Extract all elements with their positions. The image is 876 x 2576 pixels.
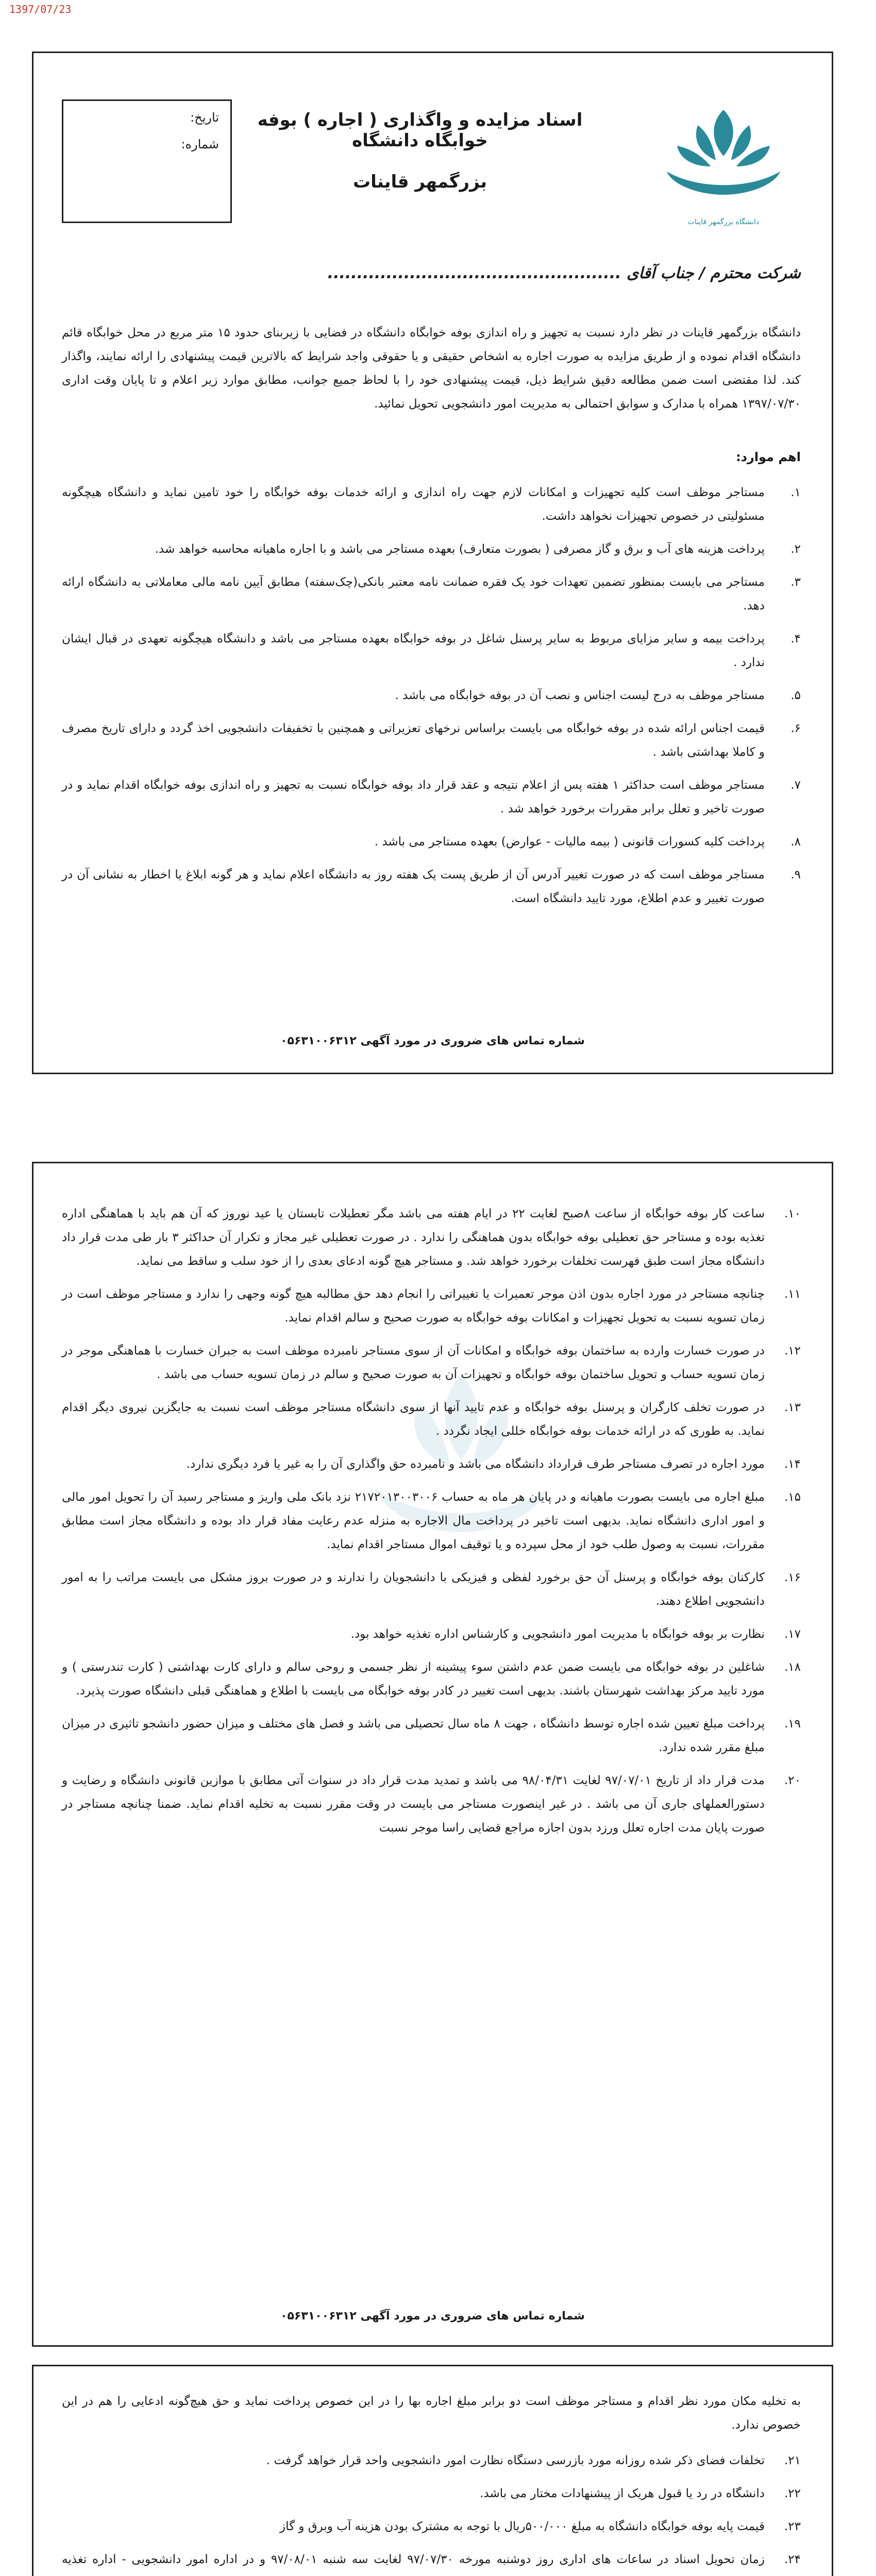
date-number-box [62,99,232,223]
page-title [240,110,600,192]
title-line-1: اسناد مزایده و واگذاری ( اجاره ) بوفه خوابگاه دانشگاه [257,110,583,151]
list-item: ۵. مستاجر موظف به درج لیست اجناس و نصب آن در بوفه خوابگاه می باشد . [395,689,801,702]
list-item: ۱۱. چنانچه مستاجر در مورد اجاره بدون اذن موجر تعمیرات یا تغییراتی را انجام دهد حق مطالبه هیچ گونه وجهی را ندارد و مستاجر موظف است در زمان تسویه نسبت به تحویل تجهیزات و امکانات بوفه خوابگاه به صورت صحیح و سالم اقدام نماید. [62,1287,801,1325]
list-item: ۱۹. پرداخت مبلغ تعیین شده اجاره توسط دانشگاه ، جهت ۸ ماه سال تحصیلی می باشد و فصل های مختلف و میزان حضور دانشجو تاثیری در میزان مبلغ مقرر شده ندارد. [62,1717,801,1754]
list-item: ۲۱. تخلفات فضای ذکر شده روزانه مورد بازرسی دستگاه نظارت امور دانشجویی واحد قرار خواهد گرفت . [266,2454,801,2467]
date-stamp: 1397/07/23 [9,3,72,15]
list-item: ۹. مستاجر موظف است که در صورت تغییر آدرس آن از طریق پست یک هفته روز به دانشگاه اعلام نماید و هر گونه ابلاغ یا اخطار به نشانی آن در صورت تغییر و عدم اطلاع، مورد تایید دانشگاه است. [62,868,801,905]
list-item: ۱۵. مبلغ اجاره می بایست بصورت ماهیانه و در پایان هر ماه به حساب ۲۱۷۲۰۱۳۰۰۳۰۰۶ نزد بانک ملی واریز و مستاجر رسید آن را تحویل امور مالی و امور اداری دانشگاه نماید. بدیهی است تاخیر در پرداخت مال الاجاره به منزله عدم رعایت مفاد قرار داد بوده و دانشگاه مجاز است مطابق مقررات، نسبت به وصول طلب خود از محل سپرده و یا توقیف اموال مستاجر اقدام نماید. [62,1490,801,1551]
list-item: ۱۶. کارکنان بوفه خوابگاه و پرسنل آن حق برخورد لفظی و فیزیکی با دانشجویان را ندارند و در صورت بروز مشکل می بایست مراتب را به امور دانشجویی اطلاع دهند. [62,1571,801,1608]
title-line-2: بزرگمهر قاینات [352,172,487,192]
items-list-page2 [62,1202,801,1849]
page-3 [32,2365,833,2576]
list-item: ۱۷. نظارت بر بوفه خوابگاه با مدیریت امور دانشجویی و کارشناس اداره تغذیه خواهد بود. [350,1628,801,1641]
phone-note: شماره تماس های ضروری در مورد آگهی ۰۵۶۳۱۰۰۶۳۱۲ [280,1035,585,1047]
intro-paragraph: دانشگاه بزرگمهر قاینات در نظر دارد نسبت به تجهیز و راه اندازی بوفه خوابگاه دانشگاه در فضایی با زیربنای حدود ۱۵ متر مربع در محل خوابگاه قائم دانشگاه اقدام نموده و از طریق مزایده به صورت اجاره به اشخاص حقیقی و یا حقوقی واجد شرایط که بالاترین قیمت پیشنهادی را ارائه نمایند، واگذار کند. لذا مقتضی است ضمن مطالعه دقیق شرایط ذیل، قیمت پیشنهادی خود را با لحاظ جمیع جوانب، مطابق موارد زیر اعلام و تا پایان وقت اداری ۱۳۹۷/۰۷/۳۰ همراه با مدارک و سوابق احتمالی به مدیریت امور دانشجویی تحویل نمائید. [62,326,801,411]
page-1 [32,52,833,1074]
list-item: ۷. مستاجر موظف است حداکثر ۱ هفته پس از اعلام نتیجه و عقد قرار داد بوفه خوابگاه نسبت به تجهیز و راه اندازی بوفه خوابگاه اقدام نماید و در صورت تاخیر و تعلل برابر مقررات برخورد خواهد شد . [62,778,801,816]
list-item: ۲. پرداخت هزینه های آب و برق و گاز مصرفی ( بصورت متعارف) بعهده مستاجر می باشد و با اجاره ماهیانه محاسبه خواهد شد. [155,543,801,556]
list-item: ۶. قیمت اجناس ارائه شده در بوفه خوابگاه می بایست براساس نرخهای تعزیراتی و همچنین با تخفیفات دانشجویی اخذ گردد و دارای تاریخ مصرف و کاملا بهداشتی باشد . [62,722,801,759]
list-item: ۱۸. شاغلین در بوفه خوابگاه می بایست ضمن عدم داشتن سوء پیشینه از نظر جسمی و روحی سالم و دارای کارت بهداشتی ( کارت تندرستی ) و مورد تایید مرکز بهداشت شهرستان باشند. بدیهی است تغییر در کادر بوفه خوابگاه می بایست با اطلاع و هماهنگی قبلی دانشگاه صورت پذیرد. [62,1660,801,1698]
list-item: ۸. پرداخت کلیه کسورات قانونی ( بیمه مالیات - عوارض) بعهده مستاجر می باشد . [374,835,801,849]
list-item: ۱. مستاجر موظف است کلیه تجهیزات و امکانات لازم جهت راه اندازی و ارائه خدمات بوفه خوابگاه را خود تامین نماید و دانشگاه هیچگونه مسئولیتی در خصوص تجهیزات نخواهد داشت. [62,486,801,523]
recipient-line: شرکت محترم / جناب آقای .................................................. [327,264,801,282]
logo-caption: دانشگاه بزرگمهر قاینات [687,218,760,226]
page-2 [32,1162,833,2347]
number-label: شماره: [181,137,219,151]
list-item: ۱۰. ساعت کار بوفه خوابگاه از ساعت ۸صبح لغایت ۲۲ در ایام هفته می باشد مگر تعطیلات تابستان یا عید نوروز که آن هم باید با هماهنگی اداره تغذیه بوده و مستاجر حق تعطیلی بوفه خوابگاه بدون هماهنگی را ندارد . در صورت تعطیلی غیر مجاز و تکرار آن حداکثر ۳ بار طی مدت قرار داد دانشگاه مجاز است طبق فهرست تخلفات برخورد خواهد شد. و مستاجر هیچ گونه ادعای بعدی را از خود سلب و ساقط می نماید. [62,1207,801,1268]
date-label: تاریخ: [190,110,219,125]
list-item: ۲۳. قیمت پایه بوفه خوابگاه دانشگاه به مبلغ ۵۰۰/۰۰۰ریال با توجه به مشترک بودن هزینه آب وبرق و گاز [280,2520,801,2533]
items-list-page1 [62,481,801,920]
list-item: ۱۴. مورد اجاره در تصرف مستاجر طرف قرارداد دانشگاه می باشد و نامبرده حق واگذاری آن را به غیر یا فرد دیگری ندارد. [186,1458,801,1471]
list-item: ۳. مستاجر می بایست بمنظور تضمین تعهدات خود یک فقره ضمانت نامه معتبر بانکی(چک‌سفته) مطابق آیین نامه مالی معاملاتی به دانشگاه ارائه دهد. [62,575,801,613]
list-item: ۱۲. در صورت خسارت وارده به ساختمان بوفه خوابگاه و امکانات آن از سوی مستاجر نامبرده موظف است به جبران خسارت با هماهنگی موجر در زمان تسویه حساب و تحویل ساختمان بوفه خوابگاه و تجهیزات آن به صورت صحیح و سالم در زمان تسویه حساب می باشد . [62,1344,801,1381]
list-item: ۲۰. مدت قرار داد از تاریخ ۹۷/۰۷/۰۱ لغایت ۹۸/۰۴/۳۱ می باشد و تمدید مدت قرار داد در سنوات آتی مطابق با موازین قانونی دانشگاه و رضایت و دستورالعملهای جاری آن می باشد . در غیر اینصورت مستاجر می بایست در وقت مقرر نسبت به تخلیه اقدام نماید. ضمنا چنانچه مستاجر در صورت پایان مدت اجاره تعلل ورزد بدون اجازه مراجع قضایی راسا موجر نسبت [62,1774,801,1835]
university-logo-icon [646,99,801,218]
list-item: ۱۳. در صورت تخلف کارگران و پرسنل بوفه خوابگاه و عدم تایید آنها از سوی دانشگاه مستاجر موظف است نسبت به جایگزین نیروی دیگر اقدام نماید. به طوری که در ارائه خدمات بوفه خوابگاه خللی ایجاد نگردد . [62,1401,801,1438]
section-title: اهم موارد: [736,450,801,464]
continuation-paragraph: به تخلیه مکان مورد نظر اقدام و مستاجر موظف است دو برابر مبلغ اجاره بها را در این خصوص پرداخت نماید و حق هیچ‌گونه ادعایی را هم در این خصوص ندارد. [62,2395,801,2432]
items-list-page3 [62,2449,801,2576]
list-item: ۲۴. زمان تحویل اسناد در ساعات های اداری روز دوشنبه مورخه ۹۷/۰۷/۳۰ لغایت سه شنبه ۹۷/۰۸/۰۱ و در اداره امور دانشجویی - اداره تغذیه [62,2553,801,2566]
phone-note: شماره تماس های ضروری در مورد آگهی ۰۵۶۳۱۰۰۶۳۱۲ [280,2310,585,2323]
list-item: ۴. پرداخت بیمه و سایر مزایای مربوط به سایر پرسنل شاغل در بوفه خوابگاه بعهده مستاجر می باشد و دانشگاه هیچگونه تعهدی در قبال ایشان ندارد . [62,632,801,669]
list-item: ۲۲. دانشگاه در رد یا قبول هریک از پیشنهادات مختار می باشد. [480,2487,801,2500]
